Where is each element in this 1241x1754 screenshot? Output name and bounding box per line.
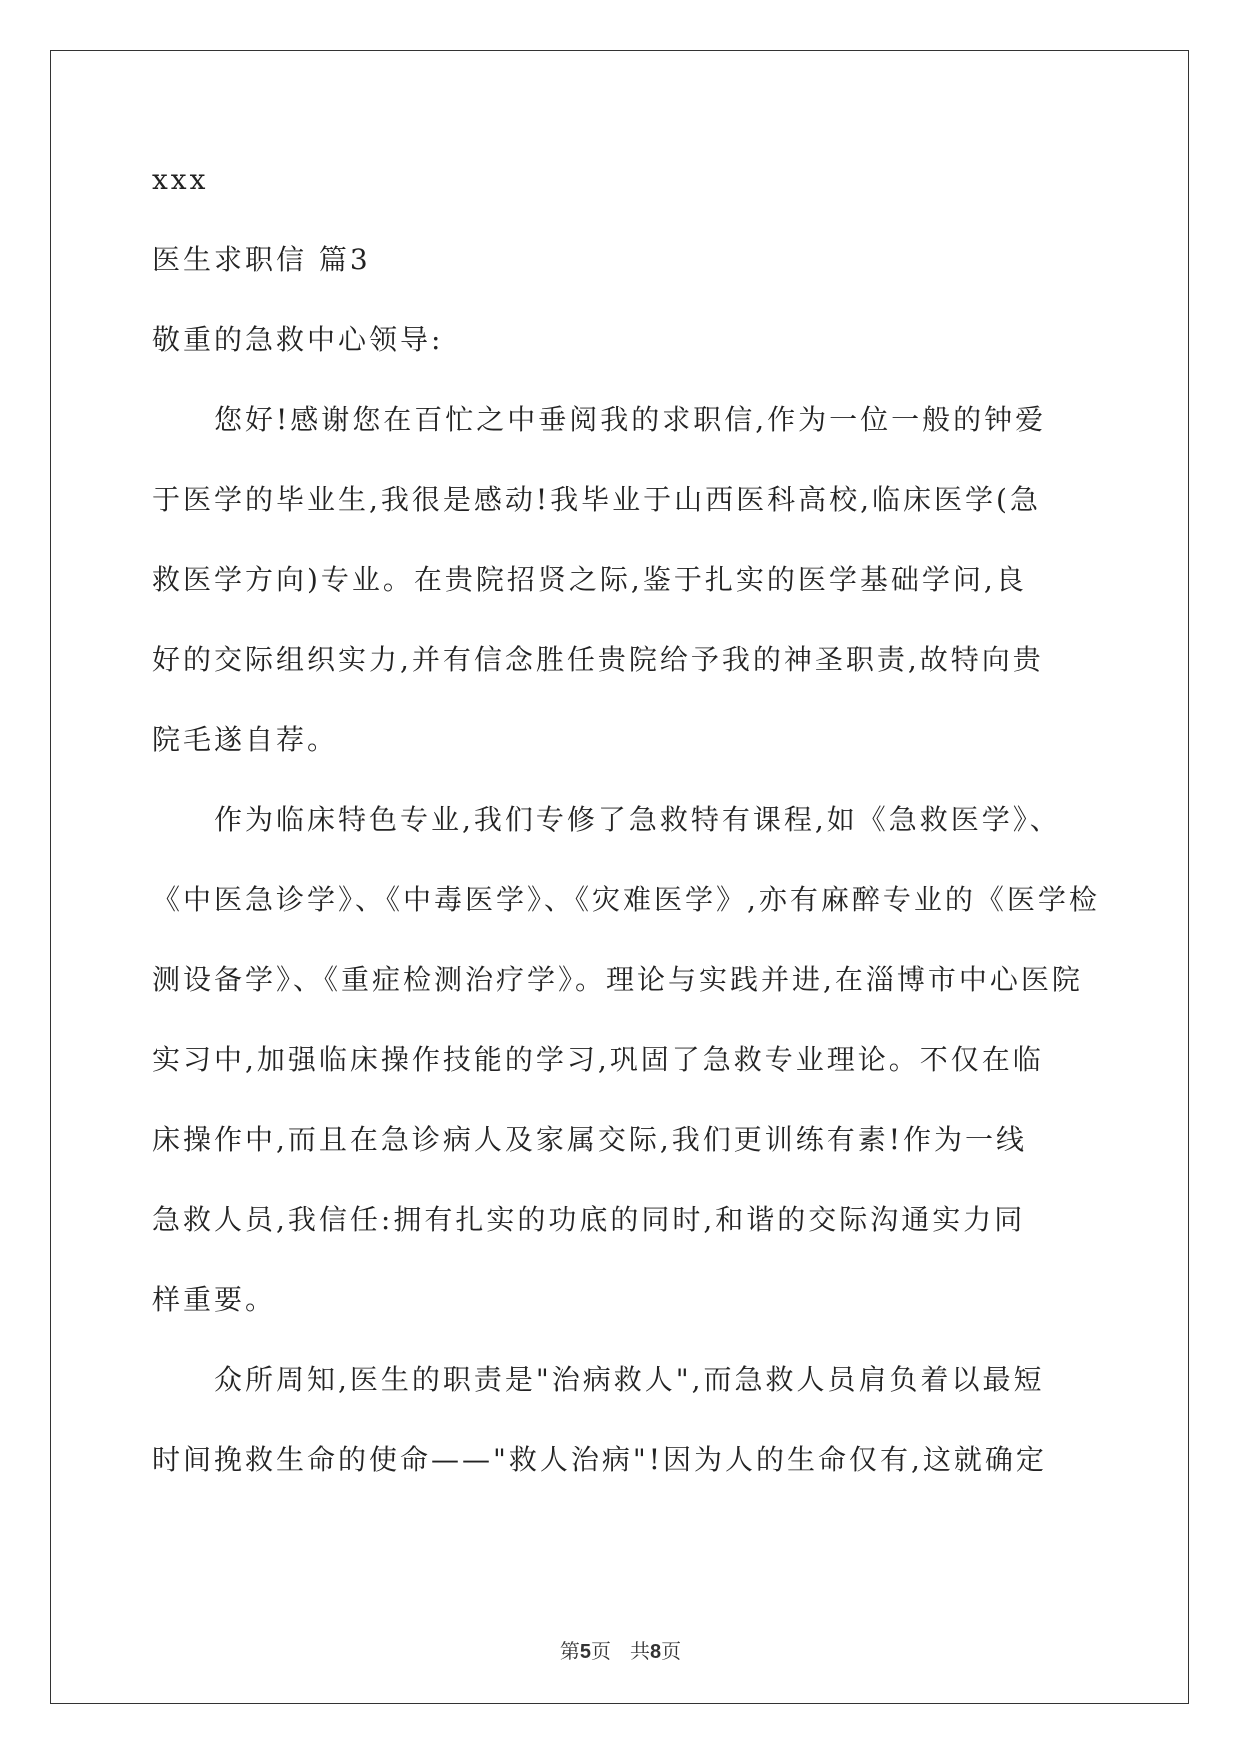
paragraph-line: 院毛遂自荐。 <box>152 723 339 756</box>
paragraph-line: 时间挽救生命的使命——"救人治病"!因为人的生命仅有,这就确定 <box>152 1443 1047 1476</box>
paragraph-line: 床操作中,而且在急诊病人及家属交际,我们更训练有素!作为一线 <box>152 1123 1028 1156</box>
paragraph-line: 测设备学》、《重症检测治疗学》。理论与实践并进,在淄博市中心医院 <box>152 963 1083 996</box>
current-page-number: 5 <box>579 1641 591 1663</box>
total-pages-number: 8 <box>650 1641 662 1663</box>
paragraph-line: 救医学方向)专业。在贵院招贤之际,鉴于扎实的医学基础学问,良 <box>152 563 1027 596</box>
paragraph-line: 于医学的毕业生,我很是感动!我毕业于山西医科高校,临床医学(急 <box>152 483 1041 516</box>
paragraph-line: 众所周知,医生的职责是"治病救人",而急救人员肩负着以最短 <box>214 1363 1045 1396</box>
footer-prefix: 第 <box>559 1639 580 1663</box>
paragraph-line: 《中医急诊学》、《中毒医学》、《灾难医学》,亦有麻醉专业的《医学检 <box>152 883 1100 916</box>
letter-heading: 医生求职信 篇3 <box>152 243 371 276</box>
paragraph-2 <box>152 800 1100 1320</box>
paragraph-line: 作为临床特色专业,我们专修了急救特有课程,如《急救医学》、 <box>214 803 1061 836</box>
footer-suffix: 页 <box>661 1639 682 1663</box>
paragraph-line: 您好!感谢您在百忙之中垂阅我的求职信,作为一位一般的钟爱 <box>214 403 1047 436</box>
letter-body <box>152 160 1100 1520</box>
page-footer <box>0 1635 1241 1664</box>
salutation: 敬重的急救中心领导: <box>152 323 444 356</box>
paragraph-3 <box>152 1360 1092 1480</box>
footer-middle: 页 共 <box>590 1639 651 1663</box>
paragraph-line: 样重要。 <box>152 1283 277 1316</box>
paragraph-line: 急救人员,我信任:拥有扎实的功底的同时,和谐的交际沟通实力同 <box>152 1203 1026 1236</box>
paragraph-line: 好的交际组织实力,并有信念胜任贵院给予我的神圣职责,故特向贵 <box>152 643 1044 676</box>
paragraph-line: 实习中,加强临床操作技能的学习,巩固了急救专业理论。不仅在临 <box>152 1043 1044 1076</box>
signature: xxx <box>152 163 209 196</box>
paragraph-1 <box>152 400 1092 760</box>
